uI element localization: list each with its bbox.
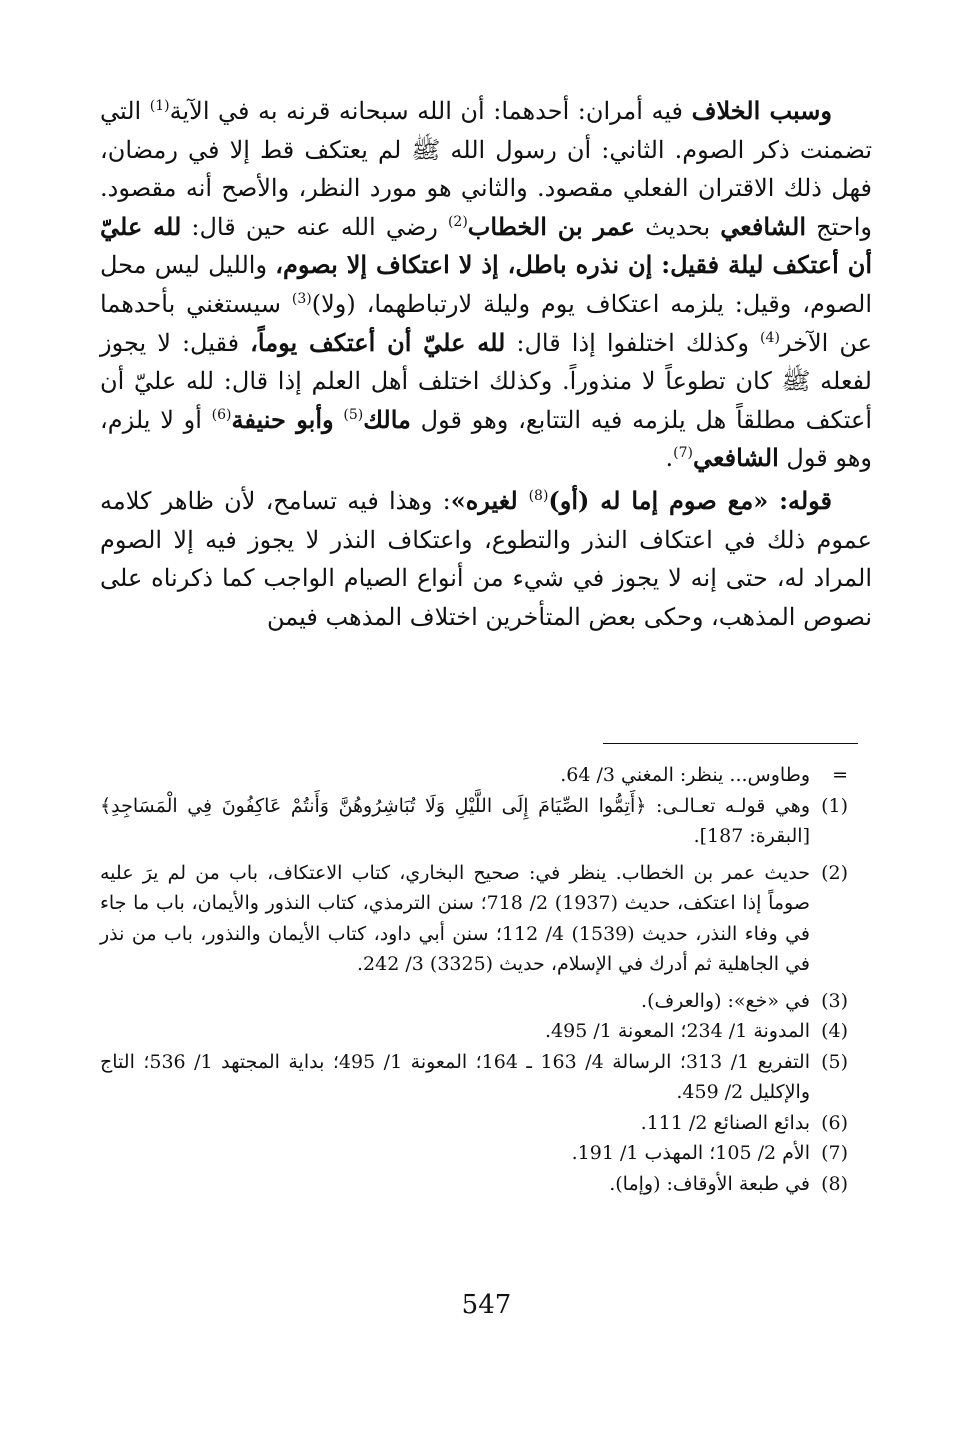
footnote-item: [100, 858, 860, 980]
bold-text-run: وسبب: [760, 96, 832, 125]
footnote-number: (6): [821, 1111, 848, 1134]
footnote-marker: (4): [760, 329, 780, 346]
footnote-text: وهي قولـه تعـالـى: ﴿أَتِمُّوا الصِّيَامَ إِلَى اللَّيْلِ وَلَا تُبَاشِرُوهُنَّ وَأَنتُمْ عَاكِفُونَ فِي الْمَسَاجِدِ﴾ [البقرة: 187].: [100, 794, 810, 847]
footnote-text: الأم 2/ 105؛ المهذب 1/ 191.: [571, 1142, 810, 1164]
footnote-marker: (6): [211, 406, 232, 423]
main-paragraph: [100, 92, 872, 478]
footnotes-section: [100, 760, 860, 1199]
bold-text-run: لغيره»: [450, 485, 529, 515]
footnote-separator: [603, 743, 858, 744]
footnote-number: =: [832, 764, 848, 786]
main-text-body: [100, 92, 872, 636]
text-run: والليل ليس محل الصوم، وقيل: يلزمه اعتكاف يوم وليلة لارتباطهما، (ولا): [100, 251, 872, 318]
bold-text-run: لله عليّ أن أعتكف يوماً،: [250, 327, 506, 357]
text-run: أو لا يلزم، وهو قول: [100, 405, 872, 473]
footnote-number: (1): [821, 794, 848, 817]
text-run: سيستغني بأحدهما عن الآخر: [100, 289, 872, 357]
footnote-marker: (7): [673, 445, 694, 462]
footnote-text: حديث عمر بن الخطاب. ينظر في: صحيح البخاري، كتاب الاعتكاف، باب من لم يرَ عليه صوماً إذا اعتكف، حديث (1937) 2/ 718؛ سنن الترمذي، كتاب النذور والأيمان، باب ما جاء في وفاء النذر، حديث (1539) 4/ 112؛ سنن أبي داود، كتاب الأيمان والنذور، باب من نذر في الجاهلية ثم أدرك في الإسلام، حديث (3325) 3/ 242.: [100, 861, 811, 975]
footnote-number: (8): [821, 1172, 848, 1195]
footnote-item: [100, 1016, 860, 1047]
page-number: 547: [461, 1290, 512, 1320]
bold-text-run: لله عليّ أن أعتكف ليلة فقيل: إن نذره باطل، إذ لا اعتكاف إلا بصوم،: [100, 211, 872, 280]
bold-text-run: وأبو حنيفة: [231, 404, 334, 434]
footnote-item: [100, 1169, 860, 1200]
footnote-number: (5): [821, 1050, 848, 1073]
footnote-marker: (8): [528, 487, 549, 504]
main-paragraph: [100, 482, 872, 636]
footnote-text: بدائع الصنائع 2/ 111.: [640, 1111, 810, 1134]
footnote-number: (3): [821, 989, 848, 1012]
text-run: [334, 406, 344, 434]
footnote-item: [100, 1108, 860, 1139]
footnote-marker: (3): [291, 290, 312, 307]
footnote-item: [100, 1138, 860, 1169]
footnote-item: [100, 1047, 860, 1108]
text-run: وكذلك اختلفوا إذا قال:: [505, 328, 761, 357]
bold-text-run: عمر بن الخطاب: [467, 211, 635, 241]
footnote-text: التفريع 1/ 313؛ الرسالة 4/ 163 ـ 164؛ المعونة 1/ 495؛ بداية المجتهد 1/ 536؛ التاج والإكليل 2/ 459.: [100, 1050, 810, 1103]
bold-text-run: الشافعي: [693, 443, 779, 473]
text-run: فقيل: لا يجوز لفعله ﷺ كان تطوعاً لا منذوراً. وكذلك اختلف أهل العلم إذا قال: لله عليّ أن أعتكف مطلقاً هل يلزمه فيه التتابع، وهو قول: [100, 328, 872, 434]
bold-text-run: مالك: [363, 404, 411, 434]
footnote-number: (2): [821, 861, 848, 884]
bold-text-run: الخلاف: [691, 96, 761, 125]
text-run: فيه أمران: أحدهما: أن الله سبحانه قرنه به في الآية: [169, 97, 692, 125]
footnote-item: [100, 986, 860, 1017]
bold-text-run: قوله: «مع صوم إما له (أو): [548, 485, 833, 515]
footnote-number: (4): [821, 1020, 848, 1042]
footnote-text: في «خع»: (والعرف).: [641, 989, 810, 1012]
footnote-marker: (5): [343, 406, 364, 423]
text-run: بحديث: [634, 212, 721, 241]
text-run: التي تضمنت ذكر الصوم. الثاني: أن رسول الله ﷺ لم يعتكف قط إلا في رمضان، فهل ذلك الاقتران الفعلي مقصود. والثاني هو مورد النظر، والأصح أنه مقصود. واحتج: [100, 97, 873, 241]
footnote-text: المدونة 1/ 234؛ المعونة 1/ 495.: [544, 1020, 810, 1042]
footnote-number: (7): [821, 1142, 848, 1164]
footnote-text: وطاوس... ينظر: المغني 3/ 64.: [560, 764, 810, 786]
footnote-marker: (1): [149, 98, 170, 114]
text-run: : وهذا فيه تسامح، لأن ظاهر كلامه عموم ذلك في اعتكاف النذر والتطوع، واعتكاف النذر لا يجوز فيه إلا الصوم المراد له، حتى إنه لا يجوز في شيء من أنواع الصيام الواجب كما ذكرناه على نصوص المذهب، وحكى بعض المتأخرين اختلاف المذهب فيمن: [100, 486, 872, 631]
footnote-text: في طبعة الأوقاف: (وإما).: [609, 1172, 810, 1195]
text-run: رضي الله عنه حين قال:: [181, 212, 448, 241]
footnote-item: [100, 791, 860, 852]
bold-text-run: الشافعي: [720, 211, 807, 241]
footnote-item: [100, 760, 860, 791]
footnote-marker: (2): [447, 213, 468, 230]
text-run: .: [665, 444, 674, 473]
